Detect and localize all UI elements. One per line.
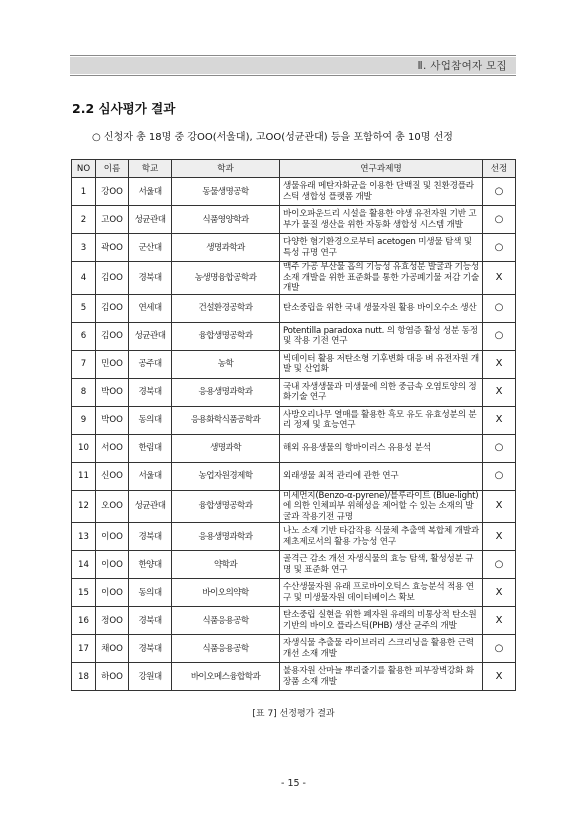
cell-name: 박OO — [96, 378, 129, 406]
cell-dept: 응용생명과학과 — [172, 523, 280, 551]
cell-name: 김OO — [96, 294, 129, 322]
cell-selected: ○ — [483, 206, 516, 234]
cell-no: 16 — [72, 607, 96, 635]
col-header-name: 이름 — [96, 160, 129, 178]
cell-dept: 약학과 — [172, 551, 280, 579]
cell-school: 성균관대 — [129, 322, 172, 350]
cell-dept: 식품응용공학 — [172, 635, 280, 663]
table-row — [72, 434, 516, 462]
table-row — [72, 607, 516, 635]
cell-dept: 동물생명공학 — [172, 178, 280, 206]
cell-title: 바이오파운드리 시설을 활용한 야생 유전자원 기반 고부가 물질 생산을 위한 자동화 생합성 시스템 개발 — [280, 206, 483, 234]
cell-no: 1 — [72, 178, 96, 206]
table-row — [72, 663, 516, 691]
cell-dept: 식품영양학과 — [172, 206, 280, 234]
cell-name: 서OO — [96, 434, 129, 462]
table-row — [72, 178, 516, 206]
cell-selected: X — [483, 406, 516, 434]
table-row — [72, 378, 516, 406]
table-row — [72, 350, 516, 378]
cell-school: 한양대 — [129, 551, 172, 579]
page-number: - 15 - — [281, 778, 306, 789]
table-row — [72, 406, 516, 434]
table-caption: [표 7] 선정평가 결과 — [252, 709, 335, 719]
cell-dept: 농업자원경제학 — [172, 462, 280, 490]
cell-name: 박OO — [96, 406, 129, 434]
cell-title: 외래생물 최적 관리에 관한 연구 — [280, 462, 483, 490]
cell-dept: 식품응용공학 — [172, 607, 280, 635]
cell-no: 11 — [72, 462, 96, 490]
cell-title: 골격근 감소 개선 자생식물의 효능 탐색, 활성성분 규명 및 표준화 연구 — [280, 551, 483, 579]
cell-name: 채OO — [96, 635, 129, 663]
cell-no: 12 — [72, 490, 96, 523]
cell-selected: ○ — [483, 178, 516, 206]
cell-dept: 농생명융합공학과 — [172, 262, 280, 295]
cell-no: 5 — [72, 294, 96, 322]
cell-name: 이OO — [96, 523, 129, 551]
cell-school: 공주대 — [129, 350, 172, 378]
col-header-school: 학교 — [129, 160, 172, 178]
cell-title: 불용자원 산마늘 뿌리줄기를 활용한 피부장벽강화 화장품 소재 개발 — [280, 663, 483, 691]
table-row — [72, 262, 516, 295]
cell-selected: ○ — [483, 462, 516, 490]
cell-no: 10 — [72, 434, 96, 462]
table-row — [72, 635, 516, 663]
cell-no: 15 — [72, 579, 96, 607]
cell-no: 9 — [72, 406, 96, 434]
cell-selected: X — [483, 607, 516, 635]
cell-no: 7 — [72, 350, 96, 378]
cell-title: Potentilla paradoxa nutt. 의 항염증 활성 성분 동정 및 작용 기전 연구 — [280, 322, 483, 350]
table-row — [72, 462, 516, 490]
cell-name: 이OO — [96, 579, 129, 607]
cell-title: 맥주 가공 부산물 흡의 기능성 유효성분 발굴과 기능성 소재 개발을 위한 표준화를 통한 가공폐기물 저감 기술 개발 — [280, 262, 483, 295]
cell-school: 경북대 — [129, 607, 172, 635]
cell-dept: 바이오의약학 — [172, 579, 280, 607]
cell-name: 강OO — [96, 178, 129, 206]
cell-dept: 바이오메스융합학과 — [172, 663, 280, 691]
cell-title: 생물유래 메탄자화균을 이용한 단백질 및 친환경플라스틱 생합성 플랫폼 개발 — [280, 178, 483, 206]
cell-selected: ○ — [483, 294, 516, 322]
cell-dept: 생명과학 — [172, 434, 280, 462]
col-header-no: NO — [72, 160, 96, 178]
cell-school: 동의대 — [129, 579, 172, 607]
cell-school: 연세대 — [129, 294, 172, 322]
cell-name: 민OO — [96, 350, 129, 378]
cell-school: 강원대 — [129, 663, 172, 691]
cell-name: 하OO — [96, 663, 129, 691]
cell-school: 한림대 — [129, 434, 172, 462]
cell-dept: 생명과학과 — [172, 234, 280, 262]
table-row — [72, 206, 516, 234]
chapter-header: Ⅱ. 사업참여자 모집 — [417, 60, 507, 72]
col-header-title: 연구과제명 — [280, 160, 483, 178]
intro-text: ○ 신청자 총 18명 중 강OO(서울대), 고OO(성균관대) 등을 포함하여 총 10명 선정 — [92, 132, 453, 143]
cell-no: 3 — [72, 234, 96, 262]
col-header-selected: 선정 — [483, 160, 516, 178]
col-header-dept: 학과 — [172, 160, 280, 178]
cell-dept: 융합생명공학과 — [172, 490, 280, 523]
cell-title: 자생식물 추출물 라이브러리 스크리닝을 활용한 근력 개선 소재 개발 — [280, 635, 483, 663]
table-row — [72, 234, 516, 262]
cell-title: 해외 유용생물의 항바이러스 유용성 분석 — [280, 434, 483, 462]
cell-dept: 응용화학식품공학과 — [172, 406, 280, 434]
cell-title: 탄소중립을 위한 국내 생물자원 활용 바이오수소 생산 — [280, 294, 483, 322]
cell-selected: ○ — [483, 635, 516, 663]
cell-title: 나노 소재 기반 타감작용 식물체 추출액 복합체 개발과 제초제로서의 활용 가능성 연구 — [280, 523, 483, 551]
cell-name: 고OO — [96, 206, 129, 234]
cell-dept: 응용생명과학과 — [172, 378, 280, 406]
cell-dept: 융합생명공학과 — [172, 322, 280, 350]
cell-no: 14 — [72, 551, 96, 579]
cell-school: 경북대 — [129, 523, 172, 551]
cell-school: 성균관대 — [129, 490, 172, 523]
cell-selected: X — [483, 378, 516, 406]
cell-no: 2 — [72, 206, 96, 234]
table-row — [72, 322, 516, 350]
cell-name: 김OO — [96, 262, 129, 295]
cell-title: 다양한 혐기환경으로부터 acetogen 미생물 탐색 및 특성 규명 연구 — [280, 234, 483, 262]
table-header-row — [72, 160, 516, 178]
cell-no: 6 — [72, 322, 96, 350]
cell-name: 김OO — [96, 322, 129, 350]
cell-dept: 농학 — [172, 350, 280, 378]
cell-school: 동의대 — [129, 406, 172, 434]
cell-selected: X — [483, 350, 516, 378]
cell-no: 18 — [72, 663, 96, 691]
section-title: 2.2 심사평가 결과 — [72, 101, 176, 116]
cell-title: 수산생물자원 유래 프로바이오틱스 효능분석 적용 연구 및 미생물자원 데이터베이스 확보 — [280, 579, 483, 607]
table-row — [72, 490, 516, 523]
cell-name: 오OO — [96, 490, 129, 523]
table-row — [72, 551, 516, 579]
cell-name: 정OO — [96, 607, 129, 635]
table-row — [72, 579, 516, 607]
cell-school: 서울대 — [129, 178, 172, 206]
cell-selected: X — [483, 523, 516, 551]
cell-school: 경북대 — [129, 378, 172, 406]
cell-selected: X — [483, 490, 516, 523]
cell-name: 신OO — [96, 462, 129, 490]
cell-selected: X — [483, 579, 516, 607]
cell-school: 서울대 — [129, 462, 172, 490]
cell-school: 경북대 — [129, 635, 172, 663]
cell-school: 성균관대 — [129, 206, 172, 234]
cell-selected: ○ — [483, 234, 516, 262]
header-top-rule — [70, 55, 516, 56]
table-row — [72, 294, 516, 322]
cell-selected: ○ — [483, 551, 516, 579]
cell-title: 미세먼지(Benzo-α-pyrene)/블루라이트 (Blue-light)에 의한 인체피부 위해성을 제어할 수 있는 소재의 발굴과 작용기전 규명 — [280, 490, 483, 523]
evaluation-table — [71, 159, 516, 691]
cell-selected: ○ — [483, 322, 516, 350]
cell-name: 곽OO — [96, 234, 129, 262]
cell-dept: 건설환경공학과 — [172, 294, 280, 322]
cell-title: 사방오리나무 열매를 활용한 흑모 유도 유효성분의 분리 정제 및 효능연구 — [280, 406, 483, 434]
cell-selected: X — [483, 262, 516, 295]
header-bottom-rule — [70, 75, 516, 76]
cell-no: 4 — [72, 262, 96, 295]
cell-title: 국내 자생생물과 미생물에 의한 중금속 오염토양의 정화기술 연구 — [280, 378, 483, 406]
cell-selected: ○ — [483, 434, 516, 462]
cell-no: 17 — [72, 635, 96, 663]
table-row — [72, 523, 516, 551]
cell-name: 이OO — [96, 551, 129, 579]
cell-school: 군산대 — [129, 234, 172, 262]
cell-selected: X — [483, 663, 516, 691]
cell-no: 8 — [72, 378, 96, 406]
cell-title: 탄소중립 실현을 위한 폐자원 유래의 비통상적 탄소원 기반의 바이오 플라스틱(PHB) 생산 균주의 개발 — [280, 607, 483, 635]
cell-title: 빅데이터 활용 저탄소형 기후변화 대응 벼 유전자원 개발 및 산업화 — [280, 350, 483, 378]
cell-no: 13 — [72, 523, 96, 551]
cell-school: 경북대 — [129, 262, 172, 295]
